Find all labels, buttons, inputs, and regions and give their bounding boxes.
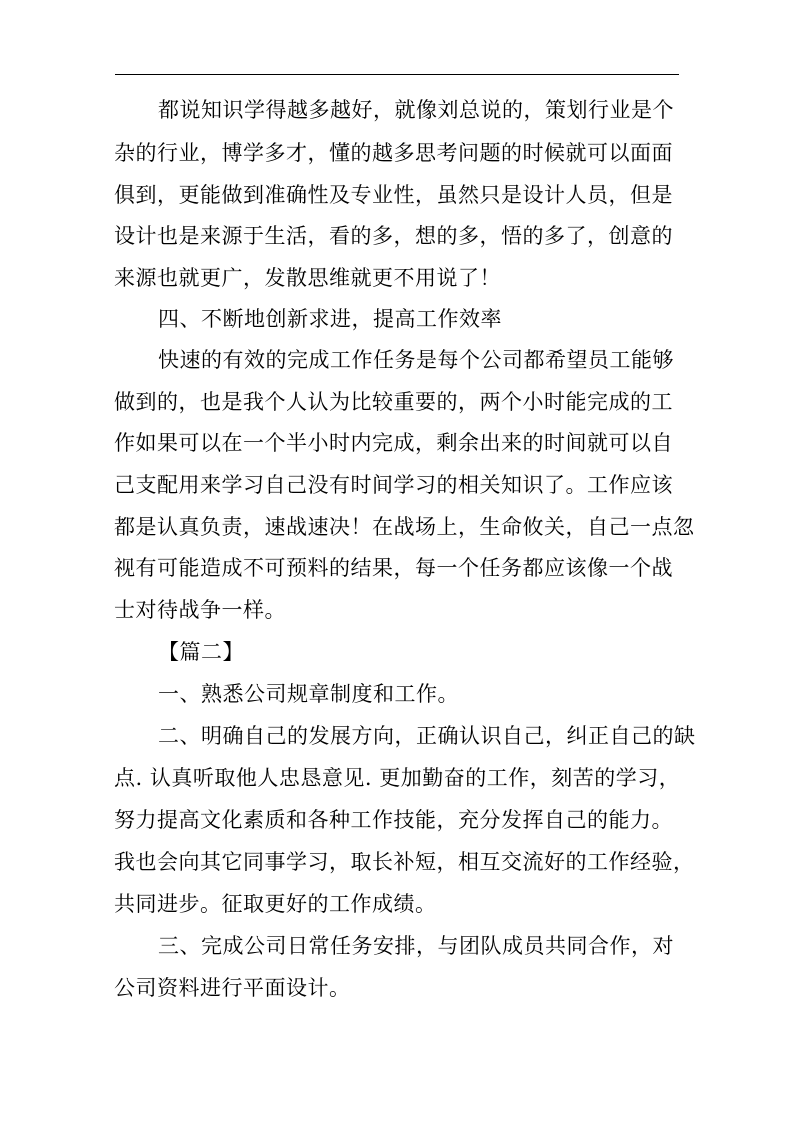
- text-line: 视有可能造成不可预料的结果，每一个任务都应该像一个战: [114, 556, 673, 580]
- list-item: 三、完成公司日常任务安排，与团队成员共同合作，对: [158, 934, 674, 958]
- text-line: 士对待战争一样。: [114, 598, 286, 622]
- text-line: 共同进步。征取更好的工作成绩。: [114, 892, 437, 916]
- text-line: 公司资料进行平面设计。: [114, 976, 351, 1000]
- list-item: 一、熟悉公司规章制度和工作。: [158, 682, 459, 706]
- text-line: 都说知识学得越多越好，就像刘总说的，策划行业是个: [158, 98, 674, 122]
- text-line: 做到的，也是我个人认为比较重要的，两个小时能完成的工: [114, 390, 673, 414]
- text-line: 己支配用来学习自己没有时间学习的相关知识了。工作应该: [114, 473, 673, 497]
- text-line: 来源也就更广，发散思维就更不用说了！: [114, 266, 501, 290]
- text-line: 杂的行业，博学多才，懂的越多思考问题的时候就可以面面: [114, 141, 673, 165]
- text-line: 点. 认真听取他人忠恳意见. 更加勤奋的工作，刻苦的学习，: [114, 766, 681, 790]
- part-heading: 【篇二】: [158, 640, 244, 664]
- text-line: 都是认真负责，速战速决！在战场上，生命攸关，自己一点忽: [114, 515, 695, 539]
- text-line: 快速的有效的完成工作任务是每个公司都希望员工能够: [158, 348, 674, 372]
- text-line: 俱到，更能做到准确性及专业性，虽然只是设计人员，但是: [114, 183, 673, 207]
- section-heading: 四、不断地创新求进，提高工作效率: [158, 307, 502, 331]
- list-item: 二、明确自己的发展方向，正确认识自己，纠正自己的缺: [158, 724, 696, 748]
- text-line: 我也会向其它同事学习，取长补短，相互交流好的工作经验，: [114, 850, 695, 874]
- text-line: 作如果可以在一个半小时内完成，剩余出来的时间就可以自: [114, 431, 673, 455]
- text-line: 设计也是来源于生活，看的多，想的多，悟的多了，创意的: [114, 224, 673, 248]
- header-rule: [115, 74, 679, 75]
- text-line: 努力提高文化素质和各种工作技能，充分发挥自己的能力。: [114, 808, 673, 832]
